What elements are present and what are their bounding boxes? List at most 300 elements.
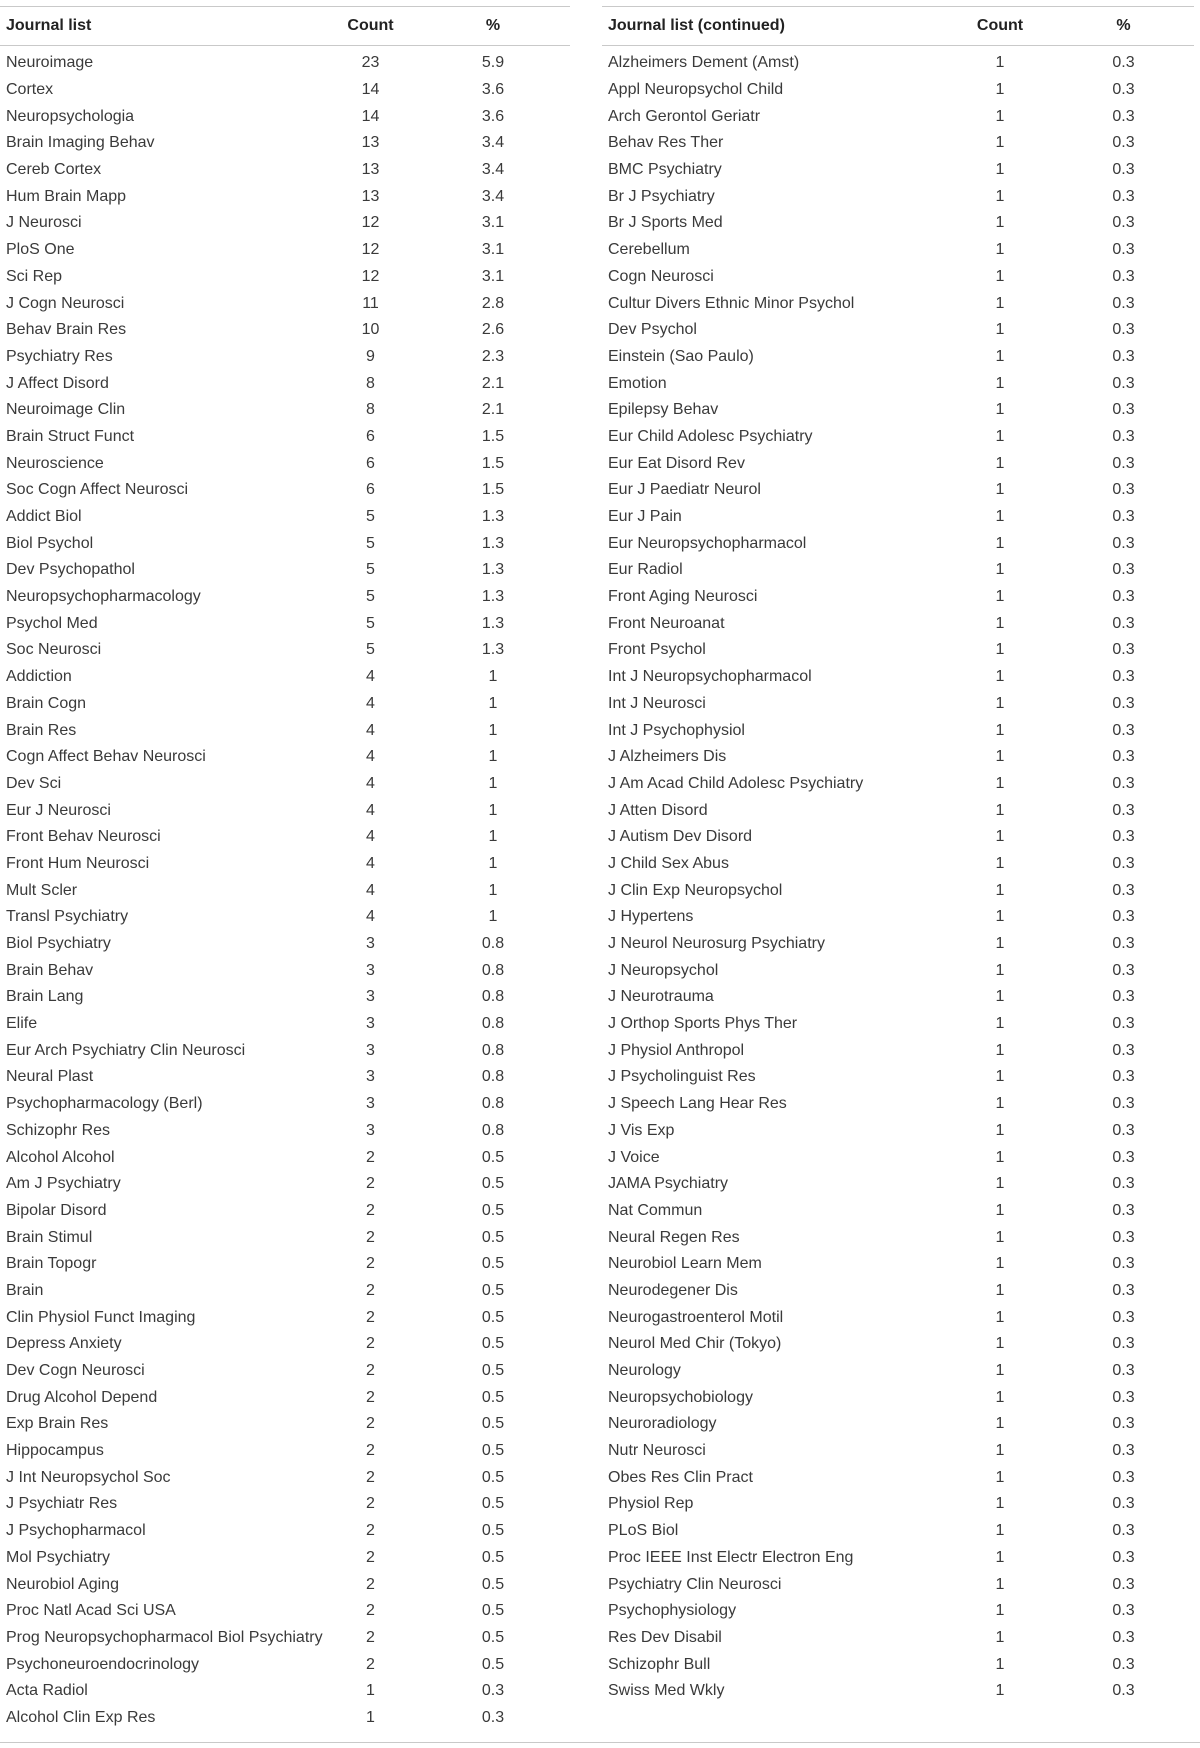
journal-name-cell: Clin Physiol Funct Imaging	[6, 1308, 196, 1326]
table-row	[602, 344, 1194, 371]
count-cell: 1	[995, 908, 1005, 926]
percent-cell: 0.3	[1112, 1388, 1135, 1406]
journal-name-cell: Psychoneuroendocrinology	[6, 1655, 200, 1673]
table-row	[602, 717, 1194, 744]
table-row	[602, 877, 1194, 904]
percent-cell: 0.5	[481, 1442, 505, 1460]
percent-cell: 0.3	[1112, 1522, 1135, 1540]
journal-name-cell: Alcohol Alcohol	[6, 1148, 115, 1166]
table-row	[0, 877, 570, 904]
journal-name-cell: Epilepsy Behav	[608, 401, 719, 419]
percent-cell: 0.5	[481, 1628, 505, 1646]
table-row	[0, 504, 570, 531]
count-cell: 1	[995, 401, 1005, 419]
percent-cell: 0.3	[1112, 881, 1135, 899]
count-cell: 1	[995, 1148, 1005, 1166]
percent-cell: 0.3	[1112, 161, 1135, 179]
journal-name-cell: J Clin Exp Neuropsychol	[608, 881, 783, 899]
journal-name-cell: J Atten Disord	[608, 801, 708, 819]
percent-cell: 2.8	[481, 294, 505, 312]
count-cell: 2	[366, 1175, 375, 1193]
table-row	[0, 1118, 570, 1145]
header-count: Count	[325, 7, 410, 46]
table-row	[602, 1091, 1194, 1118]
count-cell: 2	[366, 1468, 375, 1486]
table-row	[602, 103, 1194, 130]
journal-name-cell: Exp Brain Res	[6, 1415, 109, 1433]
percent-cell: 0.5	[481, 1522, 505, 1540]
table-row	[602, 610, 1194, 637]
percent-cell: 0.5	[481, 1602, 505, 1620]
count-cell: 1	[995, 347, 1005, 365]
table-row	[0, 1304, 570, 1331]
count-cell: 1	[995, 1228, 1005, 1246]
journal-name-cell: Addiction	[6, 668, 72, 686]
table-row	[602, 157, 1194, 184]
percent-cell: 0.3	[1112, 481, 1135, 499]
percent-cell: 1.5	[481, 454, 505, 472]
table-row	[602, 664, 1194, 691]
count-cell: 1	[995, 1602, 1005, 1620]
percent-cell: 0.3	[1112, 1228, 1135, 1246]
percent-cell: 0.5	[481, 1228, 505, 1246]
journal-name-cell: Dev Cogn Neurosci	[6, 1362, 145, 1380]
percent-cell: 0.3	[1112, 748, 1135, 766]
count-cell: 12	[361, 241, 380, 259]
table-row	[0, 264, 570, 291]
count-cell: 1	[995, 1388, 1005, 1406]
journal-name-cell: Emotion	[608, 374, 667, 392]
journal-name-cell: J Neurol Neurosurg Psychiatry	[608, 935, 825, 953]
table-row	[0, 1091, 570, 1118]
percent-cell: 5.9	[481, 54, 505, 72]
journal-name-cell: Neuroimage	[6, 54, 94, 72]
journal-name-cell: Neural Plast	[6, 1068, 94, 1086]
journal-name-cell: Cortex	[6, 81, 54, 99]
table-row	[0, 1224, 570, 1251]
table-row	[602, 1011, 1194, 1038]
count-cell: 3	[366, 1121, 375, 1139]
journal-name-cell: Schizophr Res	[6, 1121, 111, 1139]
count-cell: 1	[995, 54, 1005, 72]
count-cell: 14	[361, 81, 380, 99]
journal-name-cell: Psychol Med	[6, 614, 98, 632]
count-cell: 4	[366, 854, 375, 872]
journal-name-cell: Front Neuroanat	[608, 614, 725, 632]
count-cell: 1	[995, 748, 1005, 766]
percent-cell: 1.5	[481, 481, 505, 499]
percent-cell: 0.3	[1112, 828, 1135, 846]
count-cell: 1	[995, 294, 1005, 312]
percent-cell: 0.5	[481, 1255, 505, 1273]
percent-cell: 1	[488, 881, 498, 899]
count-cell: 1	[995, 267, 1005, 285]
percent-cell: 0.3	[1112, 801, 1135, 819]
table-row	[602, 1384, 1194, 1411]
table-row	[0, 1331, 570, 1358]
journal-name-cell: Addict Biol	[6, 508, 82, 526]
percent-cell: 0.8	[481, 1015, 505, 1033]
count-cell: 1	[995, 881, 1005, 899]
table-row	[602, 1491, 1194, 1518]
percent-cell: 0.3	[1112, 694, 1135, 712]
table-row	[602, 744, 1194, 771]
percent-cell: 0.8	[481, 961, 505, 979]
journal-name-cell: Br J Sports Med	[608, 214, 723, 232]
count-cell: 2	[366, 1308, 375, 1326]
journal-name-cell: Front Behav Neurosci	[6, 828, 161, 846]
journal-name-cell: Int J Psychophysiol	[608, 721, 745, 739]
table-header-row	[0, 7, 570, 46]
percent-cell: 0.3	[1112, 534, 1135, 552]
count-cell: 4	[366, 908, 375, 926]
journal-name-cell: Brain Res	[6, 721, 77, 739]
percent-cell: 0.5	[481, 1175, 505, 1193]
count-cell: 1	[995, 161, 1005, 179]
percent-cell: 0.3	[1112, 774, 1135, 792]
journal-name-cell: Dev Sci	[6, 774, 62, 792]
percent-cell: 0.3	[1112, 614, 1135, 632]
table-row	[602, 1278, 1194, 1305]
percent-cell: 3.4	[481, 161, 505, 179]
percent-cell: 0.3	[1112, 454, 1135, 472]
journal-name-cell: PLoS Biol	[608, 1522, 679, 1540]
journal-name-cell: Brain Lang	[6, 988, 84, 1006]
count-cell: 1	[995, 1468, 1005, 1486]
table-row	[0, 1411, 570, 1438]
journal-name-cell: Depress Anxiety	[6, 1335, 122, 1353]
journal-name-cell: Brain Struct Funct	[6, 427, 135, 445]
count-cell: 2	[366, 1255, 375, 1273]
percent-cell: 0.3	[1112, 267, 1135, 285]
count-cell: 1	[995, 1362, 1005, 1380]
table-row	[0, 157, 570, 184]
percent-cell: 3.6	[481, 107, 505, 125]
count-cell: 4	[366, 801, 375, 819]
journal-name-cell: Mol Psychiatry	[6, 1548, 111, 1566]
table-row	[0, 797, 570, 824]
percent-cell: 0.5	[481, 1388, 505, 1406]
table-row	[0, 1384, 570, 1411]
journal-name-cell: Neuropsychobiology	[608, 1388, 753, 1406]
table-row	[602, 1411, 1194, 1438]
count-cell: 5	[366, 561, 375, 579]
journal-name-cell: Dev Psychopathol	[6, 561, 135, 579]
table-row	[0, 1171, 570, 1198]
count-cell: 1	[995, 1041, 1005, 1059]
journal-name-cell: Neuroradiology	[608, 1415, 717, 1433]
count-cell: 1	[995, 988, 1005, 1006]
table-row	[602, 1251, 1194, 1278]
count-cell: 4	[366, 748, 375, 766]
journal-name-cell: Int J Neuropsychopharmacol	[608, 668, 812, 686]
percent-cell: 0.5	[481, 1308, 505, 1326]
percent-cell: 2.1	[481, 401, 505, 419]
count-cell: 1	[995, 1068, 1005, 1086]
journal-name-cell: Eur J Pain	[608, 508, 682, 526]
percent-cell: 3.1	[481, 267, 505, 285]
journal-name-cell: Cerebellum	[608, 241, 690, 259]
journal-name-cell: Nat Commun	[608, 1201, 703, 1219]
journal-name-cell: PloS One	[6, 241, 75, 259]
count-cell: 1	[995, 427, 1005, 445]
table-row	[0, 1464, 570, 1491]
journal-name-cell: J Speech Lang Hear Res	[608, 1095, 787, 1113]
journal-name-cell: Psychophysiology	[608, 1602, 737, 1620]
count-cell: 1	[995, 1335, 1005, 1353]
table-row	[0, 530, 570, 557]
count-cell: 1	[995, 721, 1005, 739]
count-cell: 2	[366, 1335, 375, 1353]
percent-cell: 2.1	[481, 374, 505, 392]
journal-name-cell: Eur Radiol	[608, 561, 683, 579]
journal-name-cell: Br J Psychiatry	[608, 187, 715, 205]
count-cell: 1	[995, 187, 1005, 205]
count-cell: 2	[366, 1548, 375, 1566]
journal-name-cell: J Hypertens	[608, 908, 694, 926]
percent-cell: 3.4	[481, 187, 505, 205]
count-cell: 3	[366, 988, 375, 1006]
count-cell: 1	[995, 774, 1005, 792]
header-percent: %	[410, 7, 570, 46]
percent-cell: 0.3	[1112, 1201, 1135, 1219]
count-cell: 1	[366, 1682, 375, 1700]
journal-name-cell: Front Psychol	[608, 641, 706, 659]
table-row	[0, 610, 570, 637]
table-row	[0, 397, 570, 424]
percent-cell: 0.8	[481, 1068, 505, 1086]
table-row	[602, 1118, 1194, 1145]
table-row	[0, 664, 570, 691]
count-cell: 1	[995, 1628, 1005, 1646]
count-cell: 3	[366, 1068, 375, 1086]
count-cell: 1	[995, 454, 1005, 472]
percent-cell: 1.3	[481, 534, 505, 552]
table-body-right	[602, 46, 1194, 1705]
journal-name-cell: Behav Res Ther	[608, 134, 724, 152]
count-cell: 4	[366, 668, 375, 686]
table-row	[0, 1037, 570, 1064]
percent-cell: 0.3	[1112, 1015, 1135, 1033]
percent-cell: 0.5	[481, 1148, 505, 1166]
percent-cell: 1	[488, 668, 498, 686]
journal-name-cell: Eur Eat Disord Rev	[608, 454, 745, 472]
count-cell: 2	[366, 1201, 375, 1219]
count-cell: 12	[361, 267, 380, 285]
journal-name-cell: Neuropsychologia	[6, 107, 135, 125]
journal-name-cell: Acta Radiol	[6, 1682, 88, 1700]
count-cell: 2	[366, 1495, 375, 1513]
journal-name-cell: J Voice	[608, 1148, 660, 1166]
journal-name-cell: J Psycholinguist Res	[608, 1068, 756, 1086]
count-cell: 14	[361, 107, 380, 125]
count-cell: 5	[366, 508, 375, 526]
table-row	[602, 1438, 1194, 1465]
percent-cell: 0.3	[1112, 1628, 1135, 1646]
count-cell: 13	[361, 187, 380, 205]
count-cell: 13	[361, 161, 380, 179]
table-row	[602, 1331, 1194, 1358]
journal-name-cell: J Am Acad Child Adolesc Psychiatry	[608, 774, 864, 792]
table-row	[602, 584, 1194, 611]
journal-name-cell: Neurology	[608, 1362, 681, 1380]
table-row	[0, 344, 570, 371]
journal-name-cell: Soc Neurosci	[6, 641, 102, 659]
table-row	[0, 1278, 570, 1305]
journal-name-cell: Schizophr Bull	[608, 1655, 711, 1673]
journal-name-cell: Sci Rep	[6, 267, 63, 285]
journal-name-cell: Einstein (Sao Paulo)	[608, 347, 754, 365]
header-journal: Journal list	[0, 7, 325, 46]
table-row	[602, 904, 1194, 931]
journal-name-cell: Physiol Rep	[608, 1495, 694, 1513]
journal-name-cell: Elife	[6, 1015, 38, 1033]
table-row	[0, 1571, 570, 1598]
journal-name-cell: Eur Child Adolesc Psychiatry	[608, 427, 813, 445]
table-row	[0, 691, 570, 718]
count-cell: 1	[995, 1308, 1005, 1326]
percent-cell: 1.3	[481, 588, 505, 606]
journal-name-cell: Prog Neuropsychopharmacol Biol Psychiatry	[6, 1628, 323, 1646]
percent-cell: 0.5	[481, 1362, 505, 1380]
percent-cell: 0.3	[1112, 1308, 1135, 1326]
percent-cell: 1	[488, 721, 498, 739]
percent-cell: 3.1	[481, 214, 505, 232]
count-cell: 12	[361, 214, 380, 232]
table-row	[602, 183, 1194, 210]
table-row	[602, 210, 1194, 237]
percent-cell: 0.3	[1112, 81, 1135, 99]
table-row	[602, 397, 1194, 424]
percent-cell: 1.3	[481, 508, 505, 526]
table-row	[0, 744, 570, 771]
percent-cell: 0.3	[1112, 1255, 1135, 1273]
percent-cell: 0.3	[1112, 508, 1135, 526]
table-row	[602, 317, 1194, 344]
journal-name-cell: Neurogastroenterol Motil	[608, 1308, 784, 1326]
percent-cell: 0.8	[481, 935, 505, 953]
percent-cell: 0.3	[1112, 241, 1135, 259]
table-body-left	[0, 46, 570, 1732]
journal-name-cell: J Affect Disord	[6, 374, 109, 392]
count-cell: 2	[366, 1602, 375, 1620]
percent-cell: 0.3	[1112, 187, 1135, 205]
journal-name-cell: Brain	[6, 1281, 44, 1299]
table-row	[602, 771, 1194, 798]
journal-name-cell: J Neuropsychol	[608, 961, 719, 979]
count-cell: 1	[995, 694, 1005, 712]
journal-name-cell: Drug Alcohol Depend	[6, 1388, 158, 1406]
count-cell: 1	[995, 81, 1005, 99]
journal-name-cell: Swiss Med Wkly	[608, 1682, 725, 1700]
count-cell: 3	[366, 1041, 375, 1059]
percent-cell: 0.3	[1112, 1362, 1135, 1380]
table-row	[602, 1198, 1194, 1225]
journal-name-cell: Alzheimers Dement (Amst)	[608, 54, 800, 72]
journal-name-cell: BMC Psychiatry	[608, 161, 722, 179]
percent-cell: 0.3	[1112, 641, 1135, 659]
percent-cell: 0.3	[1112, 1442, 1135, 1460]
percent-cell: 0.3	[1112, 1575, 1135, 1593]
journal-name-cell: Transl Psychiatry	[6, 908, 129, 926]
percent-cell: 0.5	[481, 1655, 505, 1673]
percent-cell: 1.3	[481, 561, 505, 579]
count-cell: 1	[995, 1201, 1005, 1219]
journal-table-left	[0, 6, 570, 1731]
percent-cell: 0.5	[481, 1575, 505, 1593]
count-cell: 4	[366, 881, 375, 899]
journal-table-right	[602, 6, 1194, 1705]
journal-name-cell: Hippocampus	[6, 1442, 104, 1460]
percent-cell: 0.3	[1112, 1468, 1135, 1486]
percent-cell: 0.8	[481, 1095, 505, 1113]
count-cell: 6	[366, 481, 375, 499]
journal-name-cell: Mult Scler	[6, 881, 78, 899]
percent-cell: 0.3	[1112, 935, 1135, 953]
count-cell: 11	[362, 294, 379, 312]
count-cell: 3	[366, 961, 375, 979]
journal-name-cell: J Psychopharmacol	[6, 1522, 146, 1540]
count-cell: 1	[995, 935, 1005, 953]
percent-cell: 0.3	[1112, 854, 1135, 872]
journal-name-cell: J Neurosci	[6, 214, 82, 232]
percent-cell: 0.8	[481, 1121, 505, 1139]
journal-name-cell: Brain Topogr	[6, 1255, 97, 1273]
bottom-rule	[0, 1742, 1200, 1743]
journal-name-cell: Psychiatry Clin Neurosci	[608, 1575, 782, 1593]
table-row	[0, 957, 570, 984]
journal-name-cell: Neuroscience	[6, 454, 104, 472]
count-cell: 1	[995, 1095, 1005, 1113]
journal-name-cell: J Child Sex Abus	[608, 854, 729, 872]
percent-cell: 0.3	[1112, 1495, 1135, 1513]
journal-name-cell: Cereb Cortex	[6, 161, 102, 179]
journal-name-cell: Hum Brain Mapp	[6, 187, 127, 205]
table-row	[602, 370, 1194, 397]
count-cell: 1	[995, 374, 1005, 392]
count-cell: 13	[361, 134, 380, 152]
table-row	[0, 183, 570, 210]
journal-name-cell: Eur J Neurosci	[6, 801, 111, 819]
count-cell: 2	[366, 1628, 375, 1646]
table-row	[602, 984, 1194, 1011]
journal-name-cell: J Autism Dev Disord	[608, 828, 753, 846]
count-cell: 1	[995, 1575, 1005, 1593]
percent-cell: 0.5	[481, 1201, 505, 1219]
journal-name-cell: J Vis Exp	[608, 1121, 675, 1139]
count-cell: 1	[995, 1655, 1005, 1673]
percent-cell: 1	[488, 908, 498, 926]
percent-cell: 0.5	[481, 1468, 505, 1486]
table-row	[0, 1518, 570, 1545]
count-cell: 1	[995, 961, 1005, 979]
table-row	[602, 46, 1194, 77]
percent-cell: 2.6	[481, 321, 505, 339]
percent-cell: 3.1	[481, 241, 505, 259]
table-row	[602, 1464, 1194, 1491]
percent-cell: 0.3	[1112, 1175, 1135, 1193]
count-cell: 2	[366, 1415, 375, 1433]
count-cell: 2	[366, 1442, 375, 1460]
count-cell: 1	[995, 241, 1005, 259]
count-cell: 1	[995, 1175, 1005, 1193]
journal-name-cell: J Orthop Sports Phys Ther	[608, 1015, 798, 1033]
table-row	[602, 1304, 1194, 1331]
count-cell: 1	[366, 1708, 375, 1726]
percent-cell: 0.3	[1112, 1281, 1135, 1299]
percent-cell: 0.3	[1112, 908, 1135, 926]
table-row	[602, 237, 1194, 264]
